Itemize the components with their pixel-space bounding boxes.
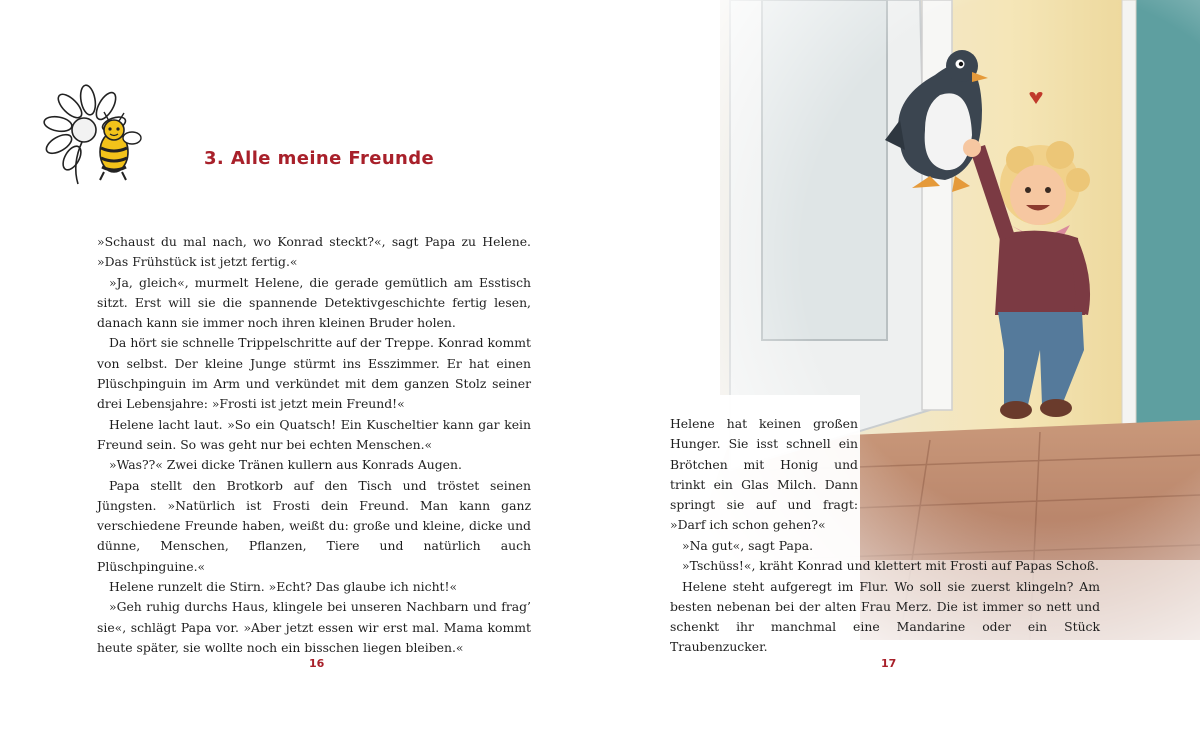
paragraph: Helene steht aufgeregt im Flur. Wo soll sie zuerst klingeln? Am besten nebenan bei der alten Frau Merz. Die ist immer so nett und schenkt ihr manchmal eine Mandarine oder ein Stück Traubenzucker. — [670, 578, 1100, 655]
chapter-title: 3. Alle meine Freunde — [204, 148, 435, 169]
right-page-text — [670, 536, 1100, 658]
paragraph: Helene hat keinen großen Hunger. Sie isst schnell ein Brötchen mit Honig und trinkt ein Glas Milch. Dann springt sie auf und fragt: »Darf ich schon gehen?« — [670, 416, 858, 533]
right-page — [600, 0, 1200, 731]
paragraph: »Was??« Zwei dicke Tränen kullern aus Konrads Augen. — [109, 457, 462, 473]
paragraph: Helene lacht laut. »So ein Quatsch! Ein Kuscheltier kann gar kein Freund sein. So was geht nur bei echten Menschen.« — [97, 416, 531, 452]
paragraph: Da hört sie schnelle Trippelschritte auf der Treppe. Konrad kommt von selbst. Der kleine Junge stürmt ins Esszimmer. Er hat einen Plüschpinguin im Arm und verkündet mit dem ganzen Stolz seiner drei Lebensjahre: »Frosti ist jetzt mein Freund!« — [97, 335, 531, 412]
page-number-right: 17 — [881, 657, 897, 670]
paragraph: Papa stellt den Brotkorb auf den Tisch und tröstet seinen Jüngsten. »Natürlich ist Frosti dein Freund. Man kann ganz verschiedene Freunde haben, weißt du: große und kleine, dicke und dünne, Menschen, Pflanzen, Tiere und natürlich auch Plüschpinguine.« — [97, 477, 531, 574]
paragraph: »Schaust du mal nach, wo Konrad steckt?«, sagt Papa zu Helene. »Das Frühstück ist jetzt fertig.« — [97, 234, 531, 270]
page-number-left: 16 — [309, 657, 325, 670]
paragraph: »Tschüss!«, kräht Konrad und klettert mit Frosti auf Papas Schoß. — [682, 558, 1099, 574]
paragraph: »Geh ruhig durchs Haus, klingele bei unseren Nachbarn und frag’ sie«, schlägt Papa vor. »Aber jetzt essen wir erst mal. Mama kommt heute später, sie wollte noch ein bisschen liegen bleiben.« — [97, 599, 531, 655]
bee-flower-icon — [42, 84, 142, 189]
paragraph: »Na gut«, sagt Papa. — [682, 538, 814, 553]
paragraph: »Ja, gleich«, murmelt Helene, die gerade gemütlich am Esstisch sitzt. Erst will sie die spannende Detektivgeschichte fertig lesen, danach kann sie immer noch ihren kleinen Bruder holen. — [97, 274, 531, 331]
right-page-narrow-text — [670, 414, 858, 536]
paragraph: Helene runzelt die Stirn. »Echt? Das glaube ich nicht!« — [109, 579, 458, 595]
left-page-text — [97, 232, 531, 658]
